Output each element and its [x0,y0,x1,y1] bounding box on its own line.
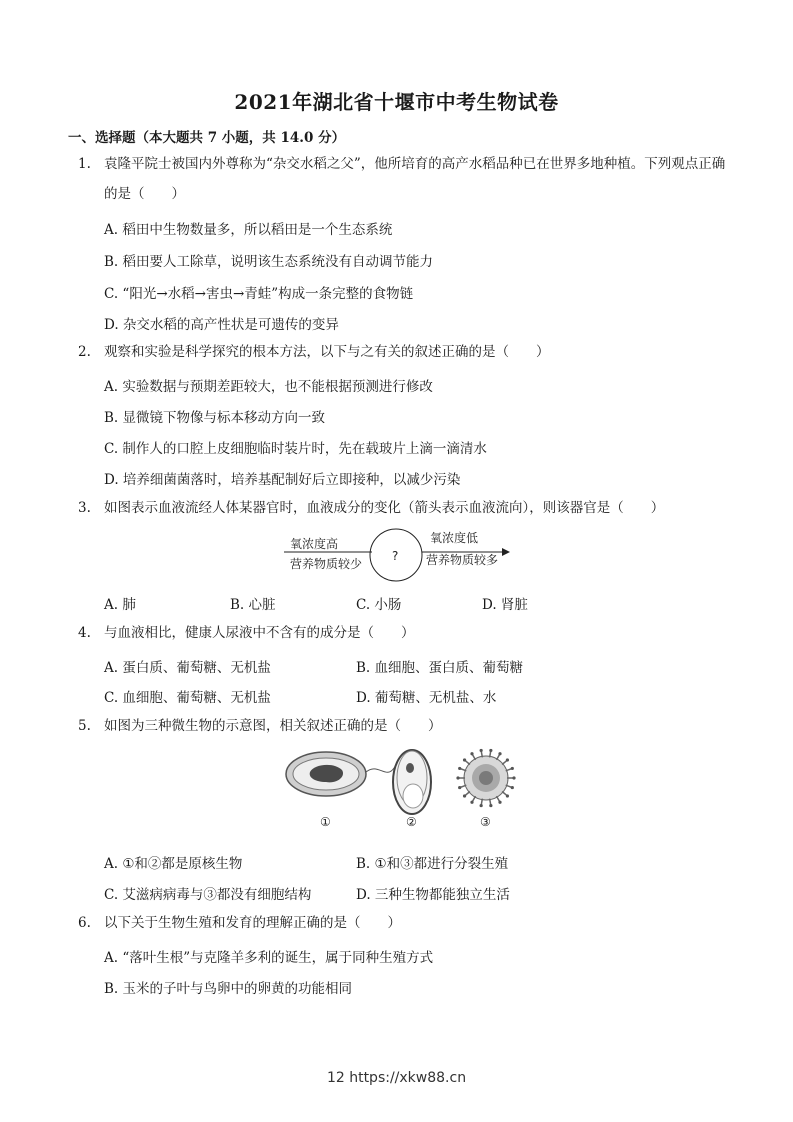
virus-spike-tip [463,758,466,761]
question-5-option-c: C. 艾滋病病毒与③都没有细胞结构 [104,887,312,903]
question-3-stem: 如图表示血液流经人体某器官时，血液成分的变化（箭头表示血液流向），则该器官是（ ） [104,500,665,516]
question-5-option-a: A. ①和②都是原核生物 [104,856,243,872]
virus-spike-tip [470,801,473,804]
exam-title: 2021年湖北省十堰市中考生物试卷 [234,90,559,114]
question-5-option-b: B. ①和③都进行分裂生殖 [356,856,509,872]
arrow-head-icon [502,548,510,556]
question-2-option-c: C. 制作人的口腔上皮细胞临时装片时，先在载玻片上滴一滴清水 [104,441,487,457]
right-label-nutrients: 营养物质较多 [426,553,499,567]
virus-spike-tip [511,767,514,770]
virus-spike-tip [480,749,483,752]
yeast-cell-icon [393,750,431,814]
question-6-number: 6. [78,915,91,931]
virus-spike [502,791,507,795]
figure-label-2: ② [406,815,417,829]
virus-spike-tip [458,767,461,770]
question-1-option-a: A. 稻田中生物数量多，所以稻田是一个生态系统 [104,222,393,238]
left-label-nutrients: 营养物质较少 [290,557,363,571]
question-4-stem: 与血液相比，健康人尿液中不含有的成分是（ ） [104,625,415,641]
bacterium-icon [286,752,402,796]
question-3-number: 3. [78,500,91,516]
left-label-oxygen: 氧浓度高 [290,537,339,551]
virus-spike-tip [498,752,501,755]
virus-spike [490,751,491,757]
virus-spike [465,761,470,765]
virus-spike-tip [480,804,483,807]
virus-spike-tip [470,752,473,755]
question-1-option-c: C. “阳光→水稻→害虫→青蛙”构成一条完整的食物链 [104,286,414,302]
question-2-option-a: A. 实验数据与预期差距较大，也不能根据预测进行修改 [104,379,433,395]
question-1-option-d: D. 杂交水稻的高产性状是可遗传的变异 [104,317,339,333]
figure-label-1: ① [320,815,331,829]
right-label-oxygen: 氧浓度低 [430,531,479,545]
question-2-stem: 观察和实验是科学探究的根本方法，以下与之有关的叙述正确的是（ ） [104,344,550,360]
question-3-option-a: A. 肺 [104,597,136,613]
question-4-option-c: C. 血细胞、葡萄糖、无机盐 [104,690,271,706]
question-4-option-d: D. 葡萄糖、无机盐、水 [356,690,497,706]
question-2-option-d: D. 培养细菌菌落时，培养基配制好后立即接种，以减少污染 [104,472,461,488]
question-1-option-b: B. 稻田要人工除草，说明该生态系统没有自动调节能力 [104,254,434,270]
blood-flow-diagram [280,522,520,586]
question-3-option-c: C. 小肠 [356,597,402,613]
question-1-number: 1. [78,156,91,172]
virus-spike [481,751,482,757]
virus-spike-tip [456,776,459,779]
virus-spike-tip [463,794,466,797]
question-5-option-d: D. 三种生物都能独立生活 [356,887,510,903]
question-3-option-b: B. 心脏 [230,597,276,613]
virus-spike-tip [506,758,509,761]
virus-spike [502,761,507,765]
virus-spike-tip [498,801,501,804]
virus-spike-tip [506,794,509,797]
virus-spike-tip [489,804,492,807]
virus-spike [465,791,470,795]
virus-spike-tip [458,786,461,789]
question-4-option-b: B. 血细胞、蛋白质、葡萄糖 [356,660,524,676]
virus-spike-tip [489,749,492,752]
question-4-option-a: A. 蛋白质、葡萄糖、无机盐 [104,660,271,676]
section-heading: 一、选择题（本大题共 7 小题，共 14.0 分） [68,130,346,146]
question-6-stem: 以下关于生物生殖和发育的理解正确的是（ ） [104,915,401,931]
question-6-option-a: A. “落叶生根”与克隆羊多利的诞生，属于同种生殖方式 [104,950,434,966]
question-6-option-b: B. 玉米的子叶与鸟卵中的卵黄的功能相同 [104,981,353,997]
page-footer: 12 https://xkw88.cn [326,1070,467,1086]
question-3-option-d: D. 肾脏 [482,597,528,613]
question-5-stem: 如图为三种微生物的示意图，相关叙述正确的是（ ） [104,718,442,734]
virus-spike [481,799,482,805]
virus-icon [456,749,515,807]
virus-spike-tip [512,776,515,779]
question-2-number: 2. [78,344,91,360]
question-4-number: 4. [78,625,91,641]
question-5-number: 5. [78,718,91,734]
virus-spike-tip [511,786,514,789]
organ-unknown-mark: ? [392,549,399,563]
question-2-option-b: B. 显微镜下物像与标本移动方向一致 [104,410,326,426]
question-1-stem: 袁隆平院士被国内外尊称为“杂交水稻之父”，他所培育的高产水稻品种已在世界多地种植。下列观点正确的是（ ） [104,156,726,202]
virus-spike [490,799,491,805]
microorganisms-figure [282,740,518,832]
figure-label-3: ③ [480,815,491,829]
